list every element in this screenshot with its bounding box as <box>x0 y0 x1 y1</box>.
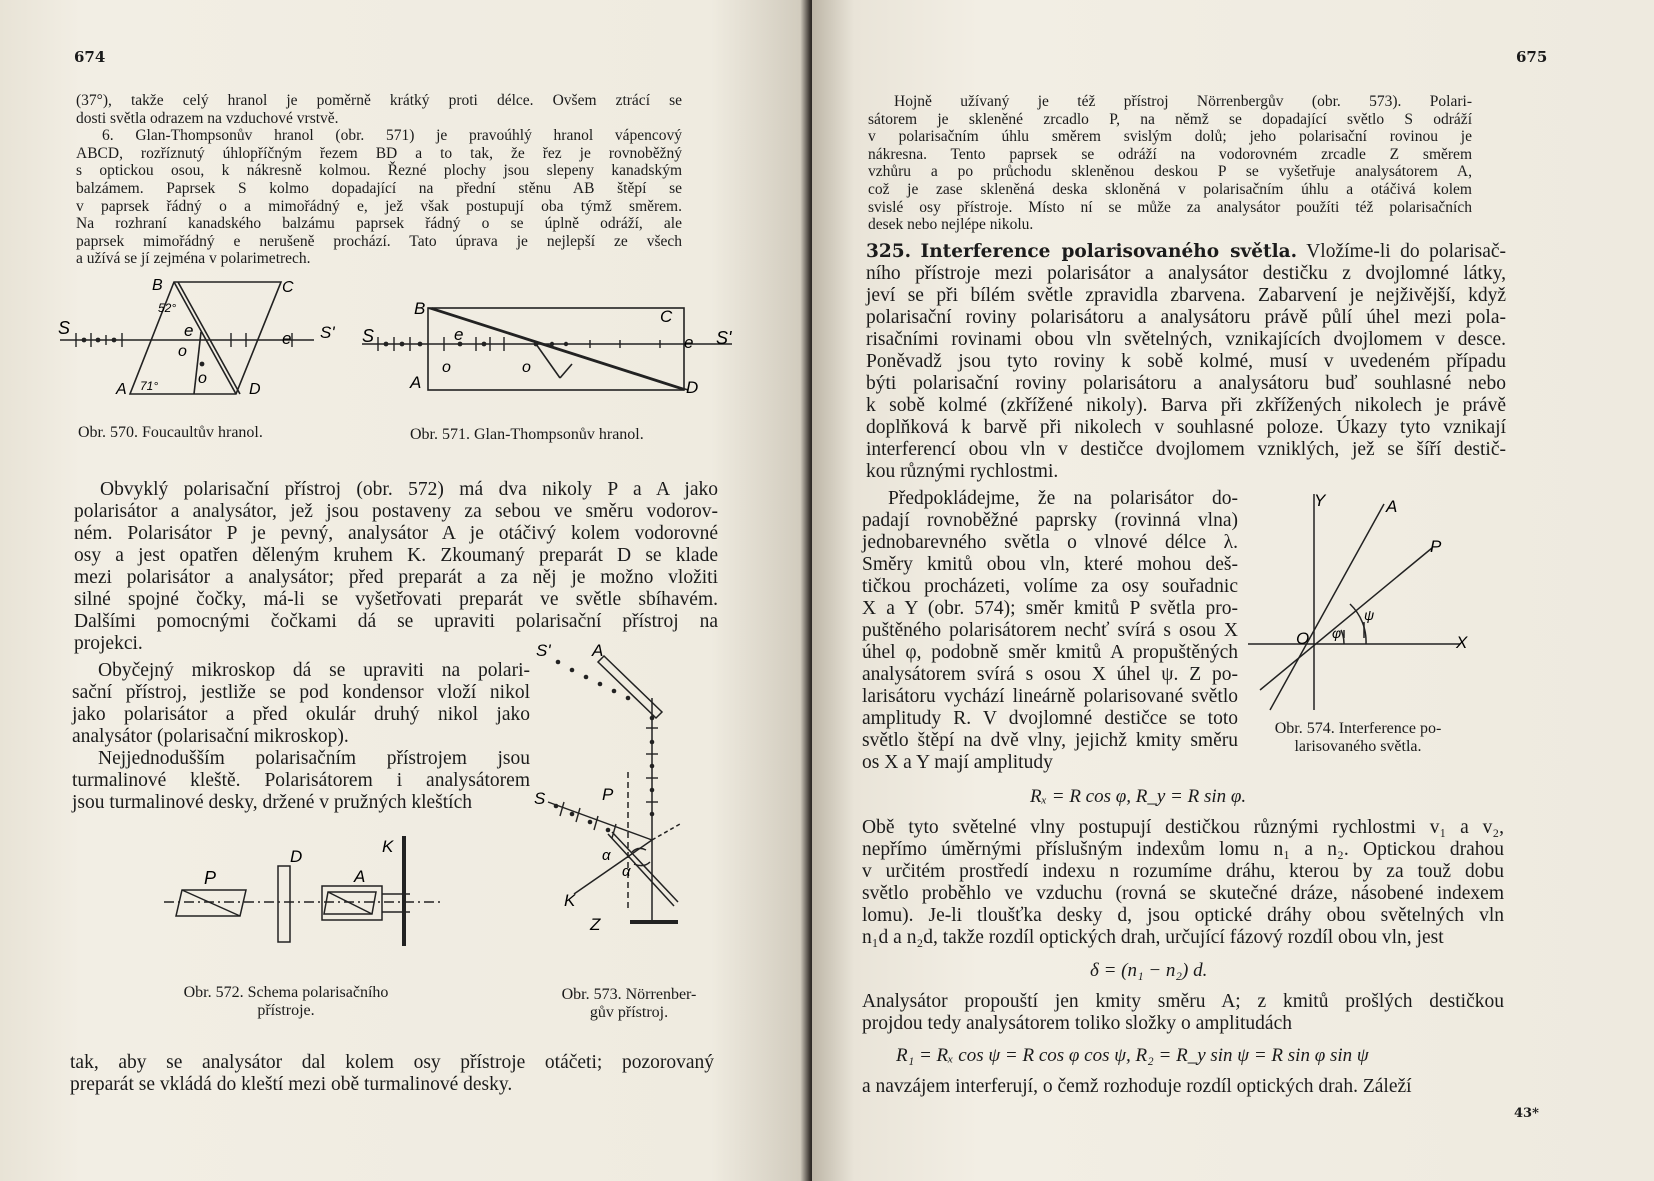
text-line: doplňková k barvě při nikolech v souhlasné poloze. Úkazy tyto vznikají <box>866 417 1506 438</box>
text-line: v polarisačním úhlu směrem svislým dolů; jeho polarisační rovinou je <box>868 128 1472 146</box>
label-S: S <box>58 318 71 338</box>
text-line: vzhůru a po průchodu skleněnou deskou P se vyšetřuje analysátorem A, <box>868 163 1472 181</box>
text-line: Nejjednodušším polarisačním přístrojem jsou <box>98 748 530 769</box>
text-line: jsou turmalinové desky, držené v pružných kleštích <box>72 792 472 813</box>
right-section-325 <box>866 241 1506 483</box>
label-D: D <box>290 847 303 866</box>
section-number: 325. <box>866 241 912 262</box>
text-line: nepřímo úměrnými příslušným indexům lomu n₁ a n₂. Optickou drahou <box>862 839 1504 860</box>
label-P: P <box>204 868 217 888</box>
text-line: analysátor (polarisační mikroskop). <box>72 726 349 747</box>
label-S-prime: S' <box>536 641 551 660</box>
text-line: Obě tyto světelné vlny postupují destičkou různými rychlostmi v₁ a v₂, <box>862 817 1504 838</box>
label-psi: ψ <box>1364 607 1375 623</box>
text-line: Hojně užívaný je též přístroj Nörrenbergův (obr. 573). Polari- <box>894 93 1472 110</box>
figure-573-caption <box>534 986 724 1022</box>
label-o: o <box>178 343 187 360</box>
text-line: turmalinové kleště. Polarisátorem i analysátorem <box>72 770 530 791</box>
text-line: v určitém prostředí indexu n rozumíme dráhu, kterou by za touž dobu <box>862 861 1504 882</box>
analyser-tube <box>322 886 382 920</box>
label-e: e <box>184 321 194 340</box>
equation-1: Rₓ = R cos φ, R_y = R sin φ. <box>1030 786 1247 807</box>
label-P: P <box>1430 537 1442 556</box>
label-X: X <box>1456 633 1468 652</box>
text-line: polarisační roviny polarisátoru a analysátoru právě půlí úhel mezi pola- <box>866 307 1506 328</box>
text-line: Analysátor propouští jen kmity směru A; z kmitů prošlých destičkou <box>862 991 1504 1012</box>
text-line: s optickou osou, k nákresně kolmou. Řezné plochy jsou slepeny kanadským <box>76 162 682 180</box>
label-C: C <box>282 279 294 296</box>
text-line: mezi polarisátor a analysátor; před preparát a za něj je možno vložiti <box>74 567 718 588</box>
text-line: což je zase skleněná deska skloněná v polarisačním úhlu a otáčivá kolem <box>868 180 1472 198</box>
equation-3: R₁ = Rₓ cos ψ = R cos φ cos ψ, R₂ = R_y sin ψ = R sin φ sin ψ <box>896 1045 1369 1066</box>
label-P: P <box>602 785 614 804</box>
text-line: lomu). Je-li tloušťka desky d, jsou optické dráhy obou světelných vln <box>862 905 1504 926</box>
text-line: ního přístroje mezi polarisátor a analysátor destičku z dvojlomné látky, <box>866 263 1506 284</box>
text-line: puštěného polarisátorem nechť svírá s osou X <box>862 620 1238 641</box>
prism-diagonal <box>428 308 684 390</box>
figure-573-norrenberg-apparatus <box>528 632 698 972</box>
text-line: padají rovnoběžné paprsky (rovinná vlna) <box>862 510 1238 531</box>
text-line: nákresna. Tento paprsek se odráží na vodorovném zrcadle Z směrem <box>868 145 1472 163</box>
caption-line: Obr. 574. Interference po- <box>1274 720 1442 737</box>
right-para-5 <box>862 991 1504 1035</box>
label-A: A <box>592 641 604 660</box>
label-D: D <box>686 378 699 397</box>
label-K: K <box>564 891 576 910</box>
right-para-3 <box>862 488 1238 774</box>
text-line: interferencí obou vln v destičce dvojlomem vzniklých, jež se šíří destič- <box>866 439 1506 460</box>
text-line: a užívá se jí zejména v polarimetrech. <box>76 250 311 268</box>
text-line: býti polarisační roviny polarisátoru a analysátoru buď souhlasné nebo <box>866 373 1506 394</box>
caption-line: larisovaného světla. <box>1294 738 1422 755</box>
label-alpha: α <box>622 863 631 880</box>
direction-P <box>1260 548 1432 690</box>
text-line: risačními rovinami obou vln světelných, vznikajících dvojlomem v desce. <box>866 329 1506 350</box>
text-line: n₁d a n₂d, takže rozdíl optických drah, určující fázový rozdíl obou vln, jest <box>862 927 1444 948</box>
figure-574-caption <box>1252 720 1464 756</box>
caption-line: Obr. 573. Nörrenber- <box>561 986 697 1003</box>
text-line: světlo proběhlo ve vzduchu (rovná se skutečné dráze, násobené indexem <box>862 883 1504 904</box>
label-B: B <box>414 300 426 318</box>
right-para-4 <box>862 817 1504 949</box>
text-line: larisátoru vychází lineárně polarisované světlo <box>862 686 1238 707</box>
text-line: projdou tedy analysátorem toliko složky o amplitudách <box>862 1013 1292 1034</box>
figure-571-caption: Obr. 571. Glan-Thompsonův hranol. <box>410 426 644 443</box>
caption-line: přístroje. <box>257 1002 315 1019</box>
page-number-left: 674 <box>74 48 106 66</box>
label-S: S <box>534 789 546 808</box>
figure-572-caption <box>156 984 416 1020</box>
text-line: v paprsek řádný o a mimořádný e, jež však postupují oba týmž směrem. <box>76 197 682 215</box>
text-line: Směry kmitů obou vln, které mohou deš- <box>862 554 1238 575</box>
text-line: osy a jest opatřen děleným kruhem K. Zkoumaný preparát D se klade <box>74 545 718 566</box>
angle-label: 52° <box>158 301 177 315</box>
label-o: o <box>198 370 207 387</box>
left-para-4 <box>72 660 530 814</box>
text-line: (37°), takže celý hranol je poměrně krátký proti délce. Ovšem ztrácí se <box>76 92 682 109</box>
equation-2: δ = (n₁ − n₂) d. <box>1090 960 1208 981</box>
text-line: Na rozhraní kanadského balzámu paprsek řádný o se úplně odráží, ale <box>76 215 682 233</box>
figure-572-polarising-apparatus <box>160 836 450 946</box>
text-line: sační přístroj, jestliže se pod kondensor vloží nikol <box>72 682 530 703</box>
text-line: světlo štěpí na dvě vlny, jejichž kmity směru <box>862 730 1238 751</box>
left-para-1 <box>76 92 682 268</box>
angle-label: 71° <box>140 379 159 393</box>
text-line: polarisátor a analysátor, jež jsou postaveny za sebou ve směru vodorov- <box>74 501 718 522</box>
text-line: paprsek mimořádný e nerušeně prochází. Tato úprava je nejlepší ze všech <box>76 232 682 250</box>
label-alpha: α <box>602 847 611 864</box>
label-e: e <box>282 329 292 348</box>
text-line: svislé osy přístroje. Místo ní se může za analysátor použíti též polarisačních <box>868 198 1472 216</box>
label-o: o <box>442 359 451 376</box>
figure-571-glan-thompson-prism <box>360 300 750 410</box>
text-line: kou různými rychlostmi. <box>866 461 1059 482</box>
text-line: k sobě kolmé (zkřížené nikoly). Barva při zkřížených nikolech je právě <box>866 395 1506 416</box>
label-B: B <box>152 277 163 294</box>
text-line: jednobarevného světla o vlnové délce λ. <box>862 532 1238 553</box>
text-line: analysátorem svírá s osou X úhel ψ. Z po- <box>862 664 1238 685</box>
left-para-6 <box>70 1052 714 1096</box>
text-line: Obvyklý polarisační přístroj (obr. 572) má dva nikoly P a A jako <box>100 479 718 500</box>
section-title: Interference polarisovaného světla. <box>920 241 1298 262</box>
figure-570-foucault-prism <box>56 272 356 402</box>
label-phi: φ <box>1332 625 1342 641</box>
text-line: preparát se vkládá do kleští mezi obě turmalinové desky. <box>70 1074 513 1095</box>
text-line: Předpokládejme, že na polarisátor do- <box>888 488 1238 509</box>
left-page <box>0 0 808 1181</box>
text-line: balzámem. Paprsek S kolmo dopadající na přední stěnu AB štěpí se <box>76 179 682 197</box>
text-line: desek nebo nejlépe nikolu. <box>868 216 1034 234</box>
text-line: tak, aby se analysátor dal kolem osy přístroje otáčeti; pozorovaný <box>70 1052 714 1073</box>
label-Z: Z <box>590 915 601 934</box>
label-D: D <box>249 381 261 398</box>
sheet-signature: 43* <box>1514 1106 1539 1121</box>
caption-line: gův přístroj. <box>589 1004 669 1021</box>
text-line: úhel φ, podobně směr kmitů A propuštěných <box>862 642 1238 663</box>
text-line: dosti světla odrazem na vzduchové vrstvě. <box>76 109 339 127</box>
right-page <box>812 0 1654 1181</box>
label-S: S <box>362 326 375 346</box>
text-line: ném. Polarisátor P je pevný, analysátor A je otáčivý kolem vodorovné <box>74 523 718 544</box>
right-para-1 <box>868 93 1472 234</box>
label-A: A <box>1386 497 1398 516</box>
figure-574-interference-diagram <box>1240 490 1480 720</box>
label-e: e <box>684 333 694 352</box>
label-e: e <box>454 325 464 344</box>
text-line: a navzájem interferují, o čemž rozhoduje rozdíl optických drah. Záleží <box>862 1076 1412 1097</box>
label-K: K <box>382 837 394 856</box>
label-A: A <box>116 381 127 398</box>
polariser-plate-P <box>608 834 674 906</box>
text-line: amplitudy R. V dvojlomné destičce se toto <box>862 708 1238 729</box>
text-line: Poněvadž jsou tyto roviny k sobě kolmé, musí v uvedeném případu <box>866 351 1506 372</box>
right-para-6 <box>862 1076 1504 1098</box>
text-line: ABCD, rozříznutý úhlopříčným řezem BD a to tak, že řez je rovnoběžný <box>76 144 682 162</box>
left-para-3 <box>74 479 718 655</box>
specimen-D <box>278 866 290 942</box>
label-O: O <box>1296 629 1310 648</box>
figure-570-caption: Obr. 570. Foucaultův hranol. <box>78 424 263 441</box>
page-number-right: 675 <box>1516 48 1548 66</box>
label-C: C <box>660 307 673 326</box>
text-line: jeví se při bílém světle zpravidla zbarvena. Zabarvení je nejživější, když <box>866 285 1506 306</box>
text-line: 6. Glan-Thompsonův hranol (obr. 571) je pravoúhlý hranol vápencový <box>102 127 682 145</box>
text-line: jako polarisátor a před okulár druhý nikol jako <box>72 704 530 725</box>
label-o: o <box>522 359 531 376</box>
text-line: Dalšími pomocnými čočkami dá se upraviti polarisační přístroj na <box>74 611 718 632</box>
label-A: A <box>410 373 422 392</box>
text-line: silné spojné čočky, má-li se vyšetřovati preparát ve světle sbíhavém. <box>74 589 718 610</box>
label-Y: Y <box>1314 491 1326 510</box>
label-S-prime: S' <box>320 323 335 342</box>
text-line: os X a Y mají amplitudy <box>862 752 1053 773</box>
section-first-words: Vložíme-li do polarisač- <box>1306 241 1507 262</box>
text-line: projekci. <box>74 633 143 654</box>
text-line: X a Y (obr. 574); směr kmitů P světla pro- <box>862 598 1238 619</box>
label-S-prime: S' <box>716 328 732 348</box>
caption-line: Obr. 572. Schema polarisačního <box>183 984 389 1001</box>
label-A: A <box>354 867 366 886</box>
text-line: tičkou procházeti, volíme za osy souřadnic <box>862 576 1238 597</box>
text-line: Obyčejný mikroskop dá se upraviti na polari- <box>98 660 530 681</box>
text-line: sátorem je skleněné zrcadlo P, na němž se dopadající světlo S odráží <box>868 110 1472 128</box>
